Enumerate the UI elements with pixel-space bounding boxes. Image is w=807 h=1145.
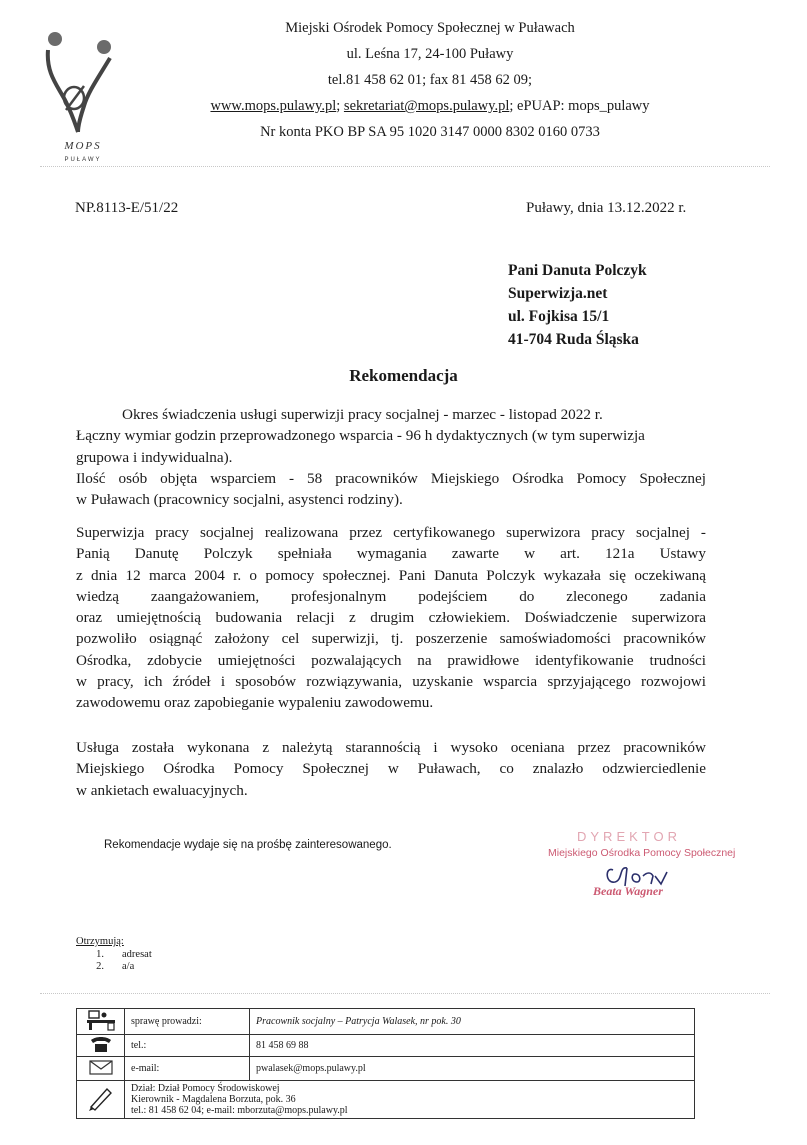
svg-text:PUŁAWY: PUŁAWY — [64, 157, 102, 163]
stamp-organization: Miejskiego Ośrodka Pomocy Społecznej — [548, 847, 736, 859]
email-label: e-mail: — [125, 1057, 250, 1081]
header-phone-fax: tel.81 458 62 01; fax 81 458 62 09; — [327, 72, 533, 88]
issuance-note: Rekomendacje wydaje się na prośbę zainteresowanego. — [104, 839, 392, 851]
paragraph-2-line: zawodowemu oraz zapobieganie wypaleniu zawodowemu. — [76, 694, 434, 712]
stamp-name: Beata Wagner — [593, 884, 663, 898]
mops-logo — [38, 14, 128, 164]
paragraph-2-line: Ośrodka, zdobycie umiejętności pozwalających na prawidłowe identyfikowanie trudności — [76, 651, 706, 669]
recipient-street: ul. Fojkisa 15/1 — [508, 308, 610, 325]
paragraph-3-line: w ankietach ewaluacyjnych. — [76, 781, 248, 799]
header-bank-account: Nr konta PKO BP SA 95 1020 3147 0000 8302 0160 0733 — [260, 124, 600, 140]
recipient-address — [508, 259, 647, 351]
table-row — [77, 1035, 695, 1057]
epuap-text: ; ePUAP: mops_pulawy — [509, 98, 650, 114]
header-institution: Miejski Ośrodek Pomocy Społecznej w Puławach — [285, 20, 575, 36]
paragraph-2-line: z dnia 12 marca 2004 r. o pomocy społecznej. Pani Danuta Polczyk wykazała się oczekiwaną — [76, 566, 706, 584]
paragraph-3 — [76, 737, 706, 801]
recipient-city: 41-704 Ruda Śląska — [508, 331, 639, 348]
footer-divider — [40, 993, 770, 994]
paragraph-2-line: pozwoliło osiągnąć założony cel superwizji, tj. poszerzenie samoświadomości pracowników — [76, 630, 706, 648]
list-item: 1. adresat — [96, 948, 152, 960]
recipient-name: Pani Danuta Polczyk — [508, 262, 647, 279]
paragraph-1-line: grupowa i indywidualna). — [76, 448, 233, 466]
phone-value: 81 458 69 88 — [250, 1035, 695, 1057]
place-date: Puławy, dnia 13.12.2022 r. — [526, 200, 687, 216]
department-contact: tel.: 81 458 62 04; e-mail: mborzuta@mops.pulawy.pl — [131, 1105, 348, 1116]
email-link[interactable]: sekretariat@mops.pulawy.pl — [343, 98, 510, 114]
contact-table — [76, 1008, 695, 1119]
paragraph-3-line: Miejskiego Ośrodka Pomocy Społecznej w Puławach, co znalazło odzwierciedlenie — [76, 760, 706, 778]
envelope-icon — [77, 1057, 125, 1081]
paragraph-1-line: Okres świadczenia usługi superwizji pracy socjalnej - marzec - listopad 2022 r. — [122, 406, 603, 423]
paragraph-2-line: oraz umiejętnością budowania relacji z drugim człowiekiem. Doświadczenie superwizora — [76, 609, 706, 627]
svg-text:MOPS: MOPS — [64, 140, 102, 152]
recipients-heading: Otrzymują: — [76, 936, 124, 947]
stamp-title: DYREKTOR — [577, 829, 681, 844]
paragraph-1-line: Ilość osób objęta wsparciem - 58 pracowników Miejskiego Ośrodka Pomocy Społecznej — [76, 469, 706, 487]
document-title: Rekomendacja — [349, 366, 458, 385]
handler-value: Pracownik socjalny – Patrycja Walasek, nr pok. 30 — [250, 1009, 695, 1035]
reference-number: NP.8113-E/51/22 — [75, 200, 179, 216]
department-info — [125, 1081, 695, 1119]
table-row — [77, 1081, 695, 1119]
department-head: Kierownik - Magdalena Borzuta, pok. 36 — [131, 1094, 296, 1105]
table-row — [77, 1057, 695, 1081]
telephone-icon — [77, 1035, 125, 1057]
paragraph-1 — [76, 404, 706, 510]
website-link[interactable]: www.mops.pulawy.pl — [210, 98, 337, 114]
paragraph-2 — [76, 522, 706, 714]
pen-icon — [77, 1081, 125, 1119]
desk-icon — [77, 1009, 125, 1035]
paragraph-3-line: Usługa została wykonana z należytą starannością i wysoko oceniana przez pracowników — [76, 739, 706, 756]
paragraph-2-line: Panią Danutę Polczyk spełniała wymagania zawarte w art. 121a Ustawy — [76, 545, 706, 563]
header-address: ul. Leśna 17, 24-100 Puławy — [346, 46, 514, 62]
department-name: Dział: Dział Pomocy Środowiskowej — [131, 1083, 280, 1094]
signature — [535, 826, 740, 916]
email-value[interactable]: pwalasek@mops.pulawy.pl — [250, 1057, 695, 1081]
recipients-list — [76, 936, 152, 974]
header-divider — [40, 166, 770, 167]
paragraph-2-line: wiedzą zaangażowaniem, profesjonalnym podejściem do zleconego zadania — [76, 587, 706, 605]
header-links: www.mops.pulawy.pl; sekretariat@mops.pulawy.pl; ePUAP: mops_pulawy — [210, 98, 650, 114]
paragraph-2-line: w pracy, ich źródeł i sposobów rozwiązywania, uzyskanie wsparcia sprzyjającego rozwojowi — [76, 673, 706, 691]
paragraph-1-line: Łączny wymiar godzin przeprowadzonego wsparcia - 96 h dydaktycznych (w tym superwizja — [76, 427, 645, 445]
list-item: 2. a/a — [96, 961, 135, 972]
recipient-company: Superwizja.net — [508, 285, 608, 302]
paragraph-2-line: Superwizja pracy socjalnej realizowana przez certyfikowanego superwizora pracy socjalnej - — [76, 524, 706, 541]
phone-label: tel.: — [125, 1035, 250, 1057]
table-row — [77, 1009, 695, 1035]
paragraph-1-line: w Puławach (pracownicy socjalni, asystenci rodziny). — [76, 491, 403, 509]
handler-label: sprawę prowadzi: — [125, 1009, 250, 1035]
